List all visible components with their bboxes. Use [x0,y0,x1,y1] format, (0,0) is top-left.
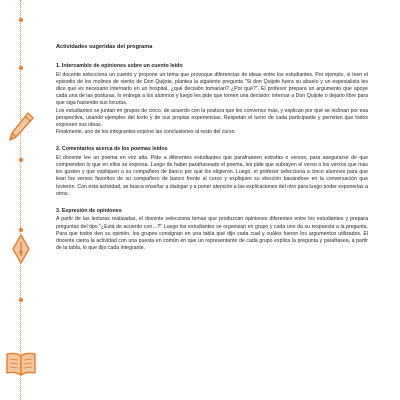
section-3 [56,208,368,252]
margin-dot [19,18,23,22]
ink-pen-icon [6,232,36,266]
section-heading: 2. Comentarios acerca de los poemas leídos [56,146,168,153]
section-heading: 3. Expresión de opiniones [56,207,122,214]
section-paragraph: A partir de las lecturas realizadas, el docente selecciona temas que produzcan opiniones diferentes entre los estudiantes y prepara preguntas del tipo "¿Está de acuerdo con…?" Luego los estudiantes se organizan en grupo y cada uno da su respuesta a la pregunta. Para que todos den su opinión, los grupos consignan en una tabla qué dijo cada cual y cuáles fueron los argumentos utilizados. El docente cierra la actividad con una puesta en común en que un representante de cada grupo explica la pregunta y parafrasea, a partir de la tabla, lo que dijo cada integrante. [56,216,368,252]
section-2 [56,146,368,198]
section-paragraph: Finalmente, uno de los integrantes expone las conclusiones al resto del curso. [56,129,236,136]
document-body [56,44,368,252]
open-book-icon [5,350,37,378]
pencil-icon [6,110,36,144]
margin-dotted-line [20,0,21,400]
section-1 [56,63,368,136]
margin-dot [19,158,23,162]
margin-dot [19,66,23,70]
section-heading: 1. Intercambio de opiniones sobre un cuento leído [56,63,183,70]
margin-dot [19,298,23,302]
document-title: Actividades sugeridas del programa [56,44,153,50]
section-paragraph: El docente lee un poema en voz alta. Pide a diferentes estudiantes que parafraseen estrofas o versos, para asegurarse de que comprenden lo que en ellos se expresa. Luego de haber parafraseado el poema, les pide que subrayen el verso o los versos que más les gusten y que expliquen a su compañero de banco por qué los eligieron. Luego, el profesor selecciona a cinco alumnos para que lean los versos favoritos de su compañero de banco frente al curso y expliquen su elección basándose en la conversación que tuvieron. Con esta actividad, se busca enseñar a dialogar y a poner atención a las explicaciones del otro para luego poder exponerlas a otros. [56,154,368,197]
section-paragraph: Los estudiantes se juntan en grupos de cinco, de acuerdo con la postura que les convence más, y explican por qué se inclinan por esa perspectiva, usando ejemplos del texto y de sus propias experiencias. Respetan el turno de cada participante y permiten que todos expresen sus ideas. [56,107,368,128]
section-paragraph: El docente selecciona un cuento y propone un tema que provoque diferencias de ideas entre los estudiantes. Por ejemplo, si leen el episodio de los molinos de viento de Don Quijote, plantea la siguiente pregunta "Si don Quijote fuera su abuelo y un especialista les dice que es necesario internarlo en un hospital, ¿qué decisión tomarían? ¿Por qué?". El profesor prepara un argumento que apoye cada una de las posturas, lo entrega a los alumnos y luego les pide que tomen una decisión: internar a Don Quijote o dejarlo libre para que siga haciendo sus locuras. [56,71,368,107]
